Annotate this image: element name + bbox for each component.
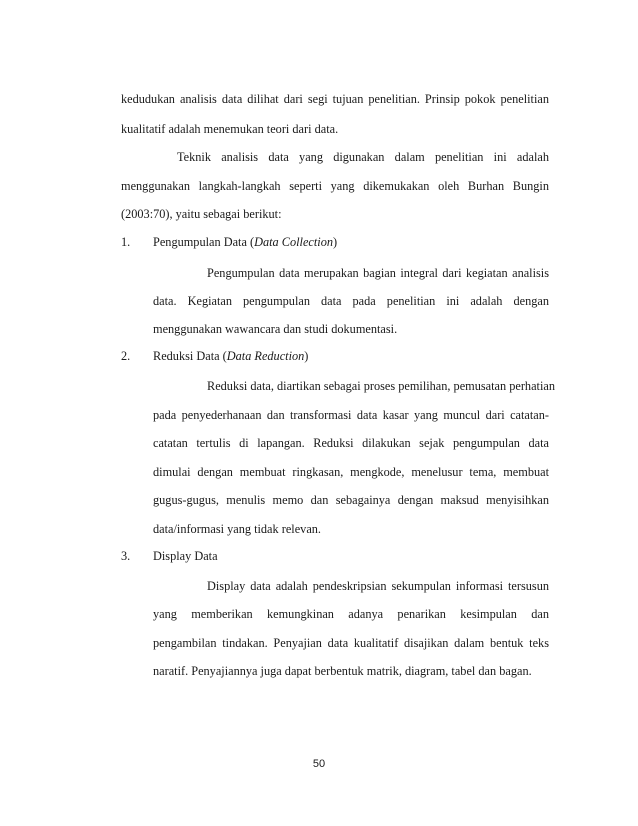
heading-text: Reduksi Data ( [153,349,227,363]
list-item-line: data/informasi yang tidak relevan. [153,522,321,536]
paragraph-line: Teknik analisis data yang digunakan dalam penelitian ini adalah [177,150,549,164]
list-item-line: Pengumpulan data merupakan bagian integral dari kegiatan analisis [207,266,549,280]
list-item-line: pada penyederhanaan dan transformasi data kasar yang muncul dari catatan- [153,408,549,422]
list-item-line: dimulai dengan membuat ringkasan, mengkode, menelusur tema, membuat [153,465,549,479]
page-number: 50 [312,758,326,770]
heading-suffix: ) [304,349,309,363]
heading-suffix: ) [333,235,338,249]
paragraph-line: (2003:70), yaitu sebagai berikut: [121,207,282,221]
list-item-line: pengambilan tindakan. Penyajian data kualitatif disajikan dalam bentuk teks [153,636,549,650]
list-item-heading [153,234,337,250]
list-item-line: catatan tertulis di lapangan. Reduksi dilakukan sejak pengumpulan data [153,436,549,450]
list-item-number: 1. [121,235,131,249]
list-item-line: data. Kegiatan pengumpulan data pada penelitian ini adalah dengan [153,294,549,308]
list-item-number: 2. [121,349,131,363]
paragraph-line: menggunakan langkah-langkah seperti yang dikemukakan oleh Burhan Bungin [121,179,549,193]
list-item-heading [153,548,218,564]
intro-line: kualitatif adalah menemukan teori dari data. [121,122,339,136]
list-item-line: Reduksi data, diartikan sebagai proses pemilihan, pemusatan perhatian [207,379,555,393]
list-item-line: menggunakan wawancara dan studi dokumentasi. [153,322,398,336]
list-item-line: yang memberikan kemungkinan adanya penarikan kesimpulan dan [153,607,549,621]
list-item-number: 3. [121,549,131,563]
heading-text: Pengumpulan Data ( [153,235,255,249]
heading-italic-text: Data Reduction [226,349,305,363]
heading-text: Display Data [153,549,218,563]
list-item-heading [153,348,308,364]
list-item-line: naratif. Penyajiannya juga dapat berbentuk matrik, diagram, tabel dan bagan. [153,664,532,678]
heading-italic-text: Data Collection [254,235,333,249]
intro-line: kedudukan analisis data dilihat dari segi tujuan penelitian. Prinsip pokok penelitian [121,92,549,106]
list-item-line: gugus-gugus, menulis memo dan sebagainya dengan maksud menyisihkan [153,493,549,507]
list-item-line: Display data adalah pendeskripsian sekumpulan informasi tersusun [207,579,549,593]
